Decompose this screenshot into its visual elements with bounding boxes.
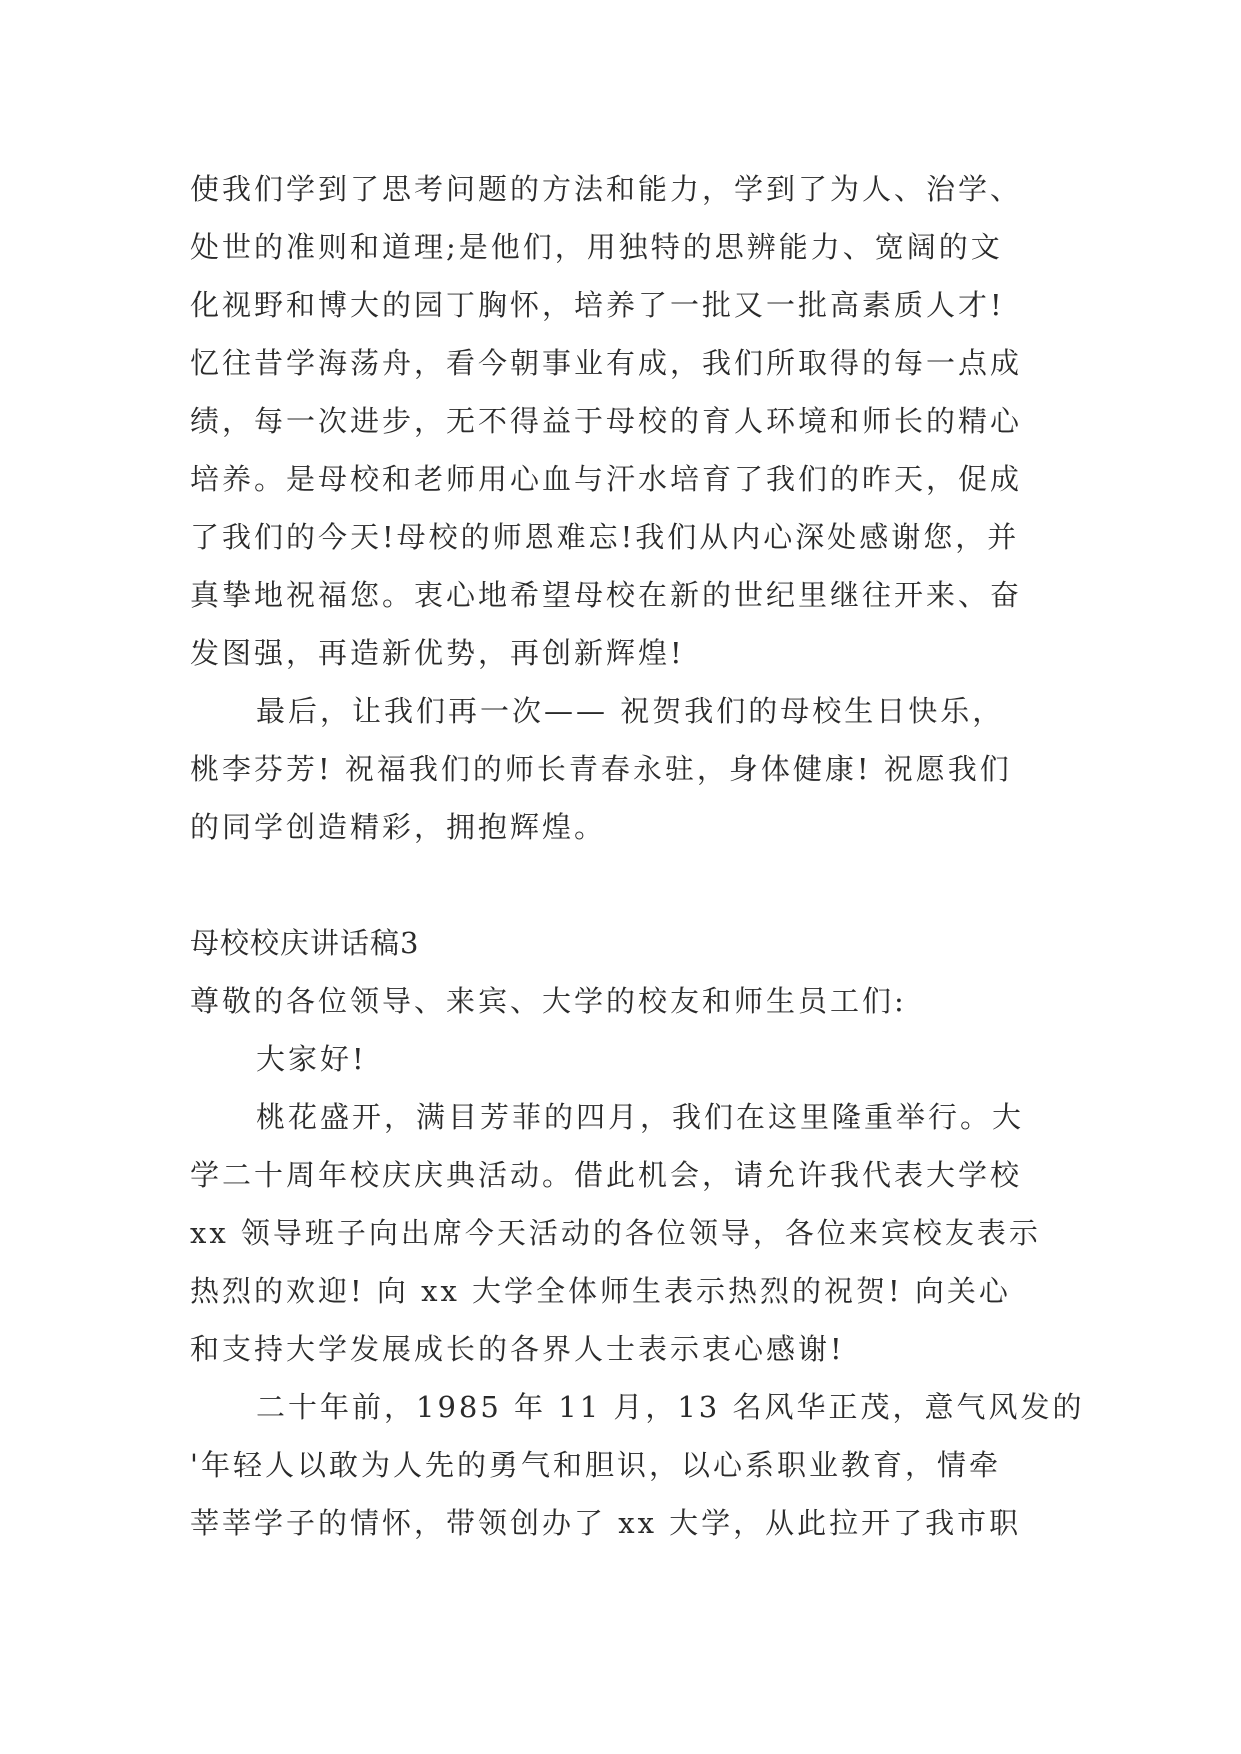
paragraph-line: 二十年前，1985 年 11 月，13 名风华正茂，意气风发的 — [256, 1390, 1085, 1424]
paragraph-line: xx 领导班子向出席今天活动的各位领导，各位来宾校友表示 — [190, 1216, 1041, 1250]
paragraph-line: 莘莘学子的情怀，带领创办了 xx 大学，从此拉开了我市职 — [190, 1506, 1022, 1540]
text-line: 发图强，再造新优势，再创新辉煌! — [190, 636, 685, 670]
text-line: 绩，每一次进步，无不得益于母校的育人环境和师长的精心 — [190, 404, 1023, 438]
section-2-text — [190, 914, 1085, 1552]
section-1-text — [190, 160, 1060, 856]
paragraph-line: 热烈的欢迎! 向 xx 大学全体师生表示热烈的祝贺! 向关心 — [190, 1274, 1011, 1308]
section-title: 母校校庆讲话稿3 — [190, 926, 420, 960]
salutation: 尊敬的各位领导、来宾、大学的校友和师生员工们: — [190, 984, 907, 1018]
paragraph-line: '年轻人以敢为人先的勇气和胆识，以心系职业教育，情牵 — [190, 1448, 1001, 1482]
text-line: 培养。是母校和老师用心血与汗水培育了我们的昨天，促成 — [190, 462, 1023, 496]
text-line: 处世的准则和道理;是他们，用独特的思辨能力、宽阔的文 — [190, 230, 1003, 264]
closing-line: 的同学创造精彩，拥抱辉煌。 — [190, 810, 607, 844]
text-line: 真挚地祝福您。衷心地希望母校在新的世纪里继往开来、奋 — [190, 578, 1023, 612]
text-line: 化视野和博大的园丁胸怀，培养了一批又一批高素质人才! — [190, 288, 1005, 322]
closing-line: 桃李芬芳! 祝福我们的师长青春永驻，身体健康! 祝愿我们 — [190, 752, 1012, 786]
paragraph-line: 桃花盛开，满目芳菲的四月，我们在这里隆重举行。大 — [256, 1100, 1025, 1134]
text-line: 忆往昔学海荡舟，看今朝事业有成，我们所取得的每一点成 — [190, 346, 1023, 380]
text-line: 了我们的今天!母校的师恩难忘!我们从内心深处感谢您，并 — [190, 520, 1020, 554]
text-line: 使我们学到了思考问题的方法和能力，学到了为人、治学、 — [190, 172, 1023, 206]
closing-line: 最后，让我们再一次—— 祝贺我们的母校生日快乐， — [256, 694, 1005, 728]
greeting: 大家好! — [256, 1042, 367, 1076]
paragraph-line: 学二十周年校庆庆典活动。借此机会，请允许我代表大学校 — [190, 1158, 1023, 1192]
paragraph-line: 和支持大学发展成长的各界人士表示衷心感谢! — [190, 1332, 845, 1366]
